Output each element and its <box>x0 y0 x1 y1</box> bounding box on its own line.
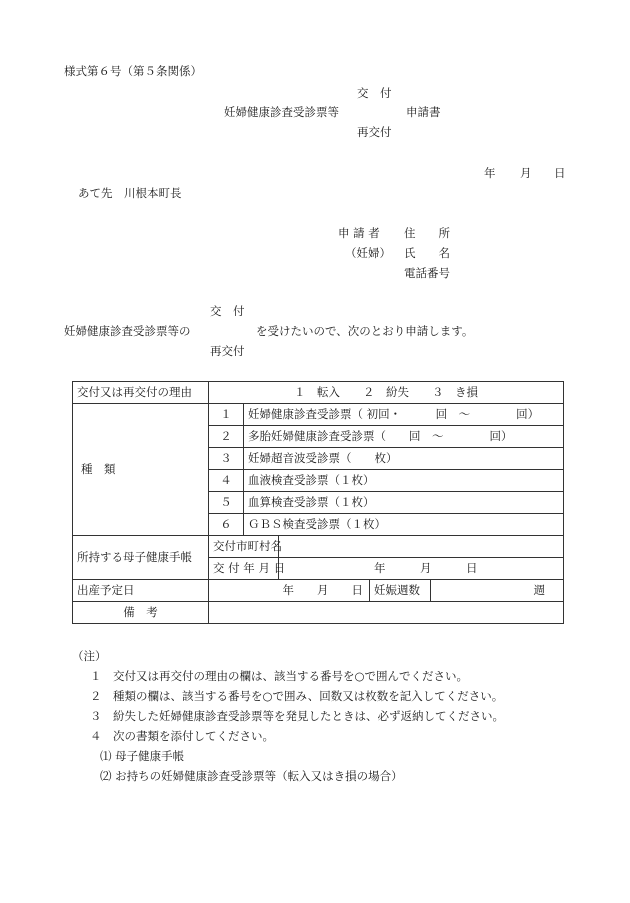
due-date-label: 出産予定日 <box>73 580 209 602</box>
remarks-row <box>73 602 564 624</box>
notes-heading: （注） <box>72 649 107 663</box>
note-item: １ 交付又は再交付の理由の欄は、該当する番号を○で囲んでください。 <box>90 669 469 683</box>
date-year: 年 <box>484 166 496 180</box>
issue-date-field[interactable]: 年 月 日 <box>279 558 564 580</box>
form-number: 様式第６号（第５条関係） <box>64 64 202 78</box>
reason-label: 交付又は再交付の理由 <box>73 382 209 404</box>
handbook-row <box>73 536 564 558</box>
applicant-address-label: 住 所 <box>404 226 450 240</box>
type-number[interactable]: ２ <box>209 426 244 448</box>
type-item[interactable]: 妊婦健康診査受診票（ 初回・ 回 ～ 回） <box>244 404 564 426</box>
title-main: 妊婦健康診査受診票等 <box>224 105 339 119</box>
type-item[interactable]: 血算検査受診票（１枚） <box>244 492 564 514</box>
type-number[interactable]: ３ <box>209 448 244 470</box>
note-item: ３ 紛失した妊婦健康診査受診票等を発見したときは、必ず返納してください。 <box>90 709 504 723</box>
type-row <box>73 404 564 426</box>
reason-options[interactable]: １ 転入 ２ 紛失 ３ き損 <box>209 382 564 404</box>
type-item[interactable]: ＧＢＳ検査受診票（１枚） <box>244 514 564 536</box>
title-kofu: 交 付 <box>357 86 392 100</box>
addressee: あて先 川根本町長 <box>78 186 182 200</box>
handbook-label: 所持する母子健康手帳 <box>73 536 209 580</box>
date-day: 日 <box>554 166 566 180</box>
issue-date-label: 交 付 年 月 日 <box>209 558 279 580</box>
applicant-role: 申 請 者 <box>338 226 380 240</box>
title-saikofu: 再交付 <box>357 125 392 139</box>
type-number[interactable]: ５ <box>209 492 244 514</box>
statement-prefix: 妊婦健康診査受診票等の <box>64 324 191 338</box>
type-item[interactable]: 血液検査受診票（１枚） <box>244 470 564 492</box>
type-item[interactable]: 妊婦超音波受診票（ 枚） <box>244 448 564 470</box>
note-item: ４ 次の書類を添付してください。 <box>90 729 274 743</box>
applicant-role-sub: （妊婦） <box>345 246 391 260</box>
application-table <box>72 381 564 624</box>
statement-suffix: を受けたいので、次のとおり申請します。 <box>256 324 474 338</box>
type-item[interactable]: 多胎妊婦健康診査受診票（ 回 ～ 回） <box>244 426 564 448</box>
statement-kofu: 交 付 <box>210 304 245 318</box>
municipality-label: 交付市町村名 <box>209 536 279 558</box>
due-date-row <box>73 580 564 602</box>
note-sub-item: ⑴ 母子健康手帳 <box>100 749 185 763</box>
applicant-name-label: 氏 名 <box>404 246 450 260</box>
applicant-phone-label: 電話番号 <box>404 266 450 280</box>
due-date-field[interactable]: 年 月 日 <box>209 580 370 602</box>
type-number[interactable]: ６ <box>209 514 244 536</box>
type-number[interactable]: ４ <box>209 470 244 492</box>
type-label: 種 類 <box>73 404 209 536</box>
type-number[interactable]: １ <box>209 404 244 426</box>
note-sub-item: ⑵ お持ちの妊婦健康診査受診票等（転入又はき損の場合） <box>100 769 403 783</box>
date-month: 月 <box>520 166 532 180</box>
note-item: ２ 種類の欄は、該当する番号を○で囲み、回数又は枚数を記入してください。 <box>90 689 504 703</box>
title-suffix: 申請書 <box>406 105 441 119</box>
statement-saikofu: 再交付 <box>210 344 245 358</box>
municipality-field[interactable] <box>279 536 564 558</box>
weeks-label: 妊娠週数 <box>370 580 431 602</box>
weeks-field[interactable]: 週 <box>431 580 564 602</box>
remarks-field[interactable] <box>209 602 564 624</box>
remarks-label: 備 考 <box>73 602 209 624</box>
reason-row <box>73 382 564 404</box>
